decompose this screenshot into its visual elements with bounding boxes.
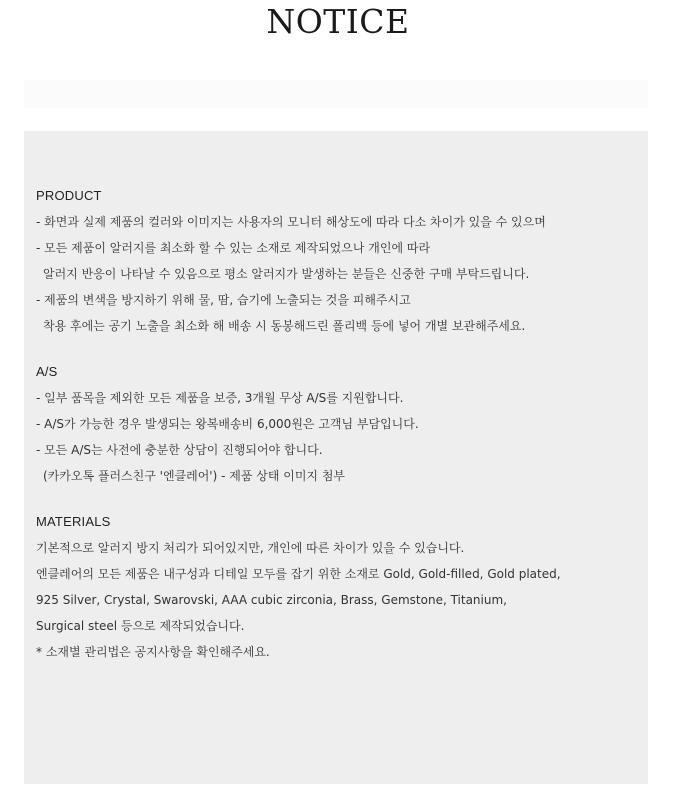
materials-line-3: 925 Silver, Crystal, Swarovski, AAA cubic zirconia, Brass, Gemstone, Titanium, xyxy=(36,593,507,607)
materials-line-5: * 소재별 관리법은 공지사항을 확인해주세요. xyxy=(36,645,270,659)
product-line-1: - 화면과 실제 제품의 컬러와 이미지는 사용자의 모니터 해상도에 따라 다소 차이가 있을 수 있으며 xyxy=(36,215,546,229)
page-title: NOTICE xyxy=(266,2,410,41)
section-heading-as: A/S xyxy=(36,364,58,379)
product-line-3: 알러지 반응이 나타날 수 있음으로 평소 알러지가 발생하는 분들은 신중한 구매 부탁드립니다. xyxy=(43,267,530,281)
product-line-5: 착용 후에는 공기 노출을 최소화 해 배송 시 동봉해드린 폴리백 등에 넣어 개별 보관해주세요. xyxy=(43,319,526,333)
section-product xyxy=(36,183,644,339)
as-line-2: - A/S가 가능한 경우 발생되는 왕복배송비 6,000원은 고객님 부담입니다. xyxy=(36,417,419,431)
materials-line-4: Surgical steel 등으로 제작되었습니다. xyxy=(36,619,245,633)
section-gap xyxy=(36,339,644,359)
product-line-4: - 제품의 변색을 방지하기 위해 물, 땀, 습기에 노출되는 것을 피해주시고 xyxy=(36,293,411,307)
as-line-4: (카카오톡 플러스친구 '엔클레어') - 제품 상태 이미지 첨부 xyxy=(43,469,346,483)
materials-line-2: 엔클레어의 모든 제품은 내구성과 디테일 모두를 잡기 위한 소재로 Gold, Gold-filled, Gold plated, xyxy=(36,567,561,581)
as-line-1: - 일부 품목을 제외한 모든 제품을 보증, 3개월 무상 A/S를 지원합니다. xyxy=(36,391,404,405)
notice-content xyxy=(36,183,644,665)
header-divider-bar xyxy=(24,80,648,108)
section-heading-product: PRODUCT xyxy=(36,188,102,203)
section-materials xyxy=(36,509,644,665)
section-as xyxy=(36,359,644,489)
section-heading-materials: MATERIALS xyxy=(36,514,111,529)
section-gap xyxy=(36,489,644,509)
product-line-2: - 모든 제품이 알러지를 최소화 할 수 있는 소재로 제작되었으나 개인에 따라 xyxy=(36,241,431,255)
notice-panel xyxy=(24,131,648,784)
materials-line-1: 기본적으로 알러지 방지 처리가 되어있지만, 개인에 따른 차이가 있을 수 있습니다. xyxy=(36,541,465,555)
as-line-3: - 모든 A/S는 사전에 충분한 상담이 진행되어야 합니다. xyxy=(36,443,323,457)
